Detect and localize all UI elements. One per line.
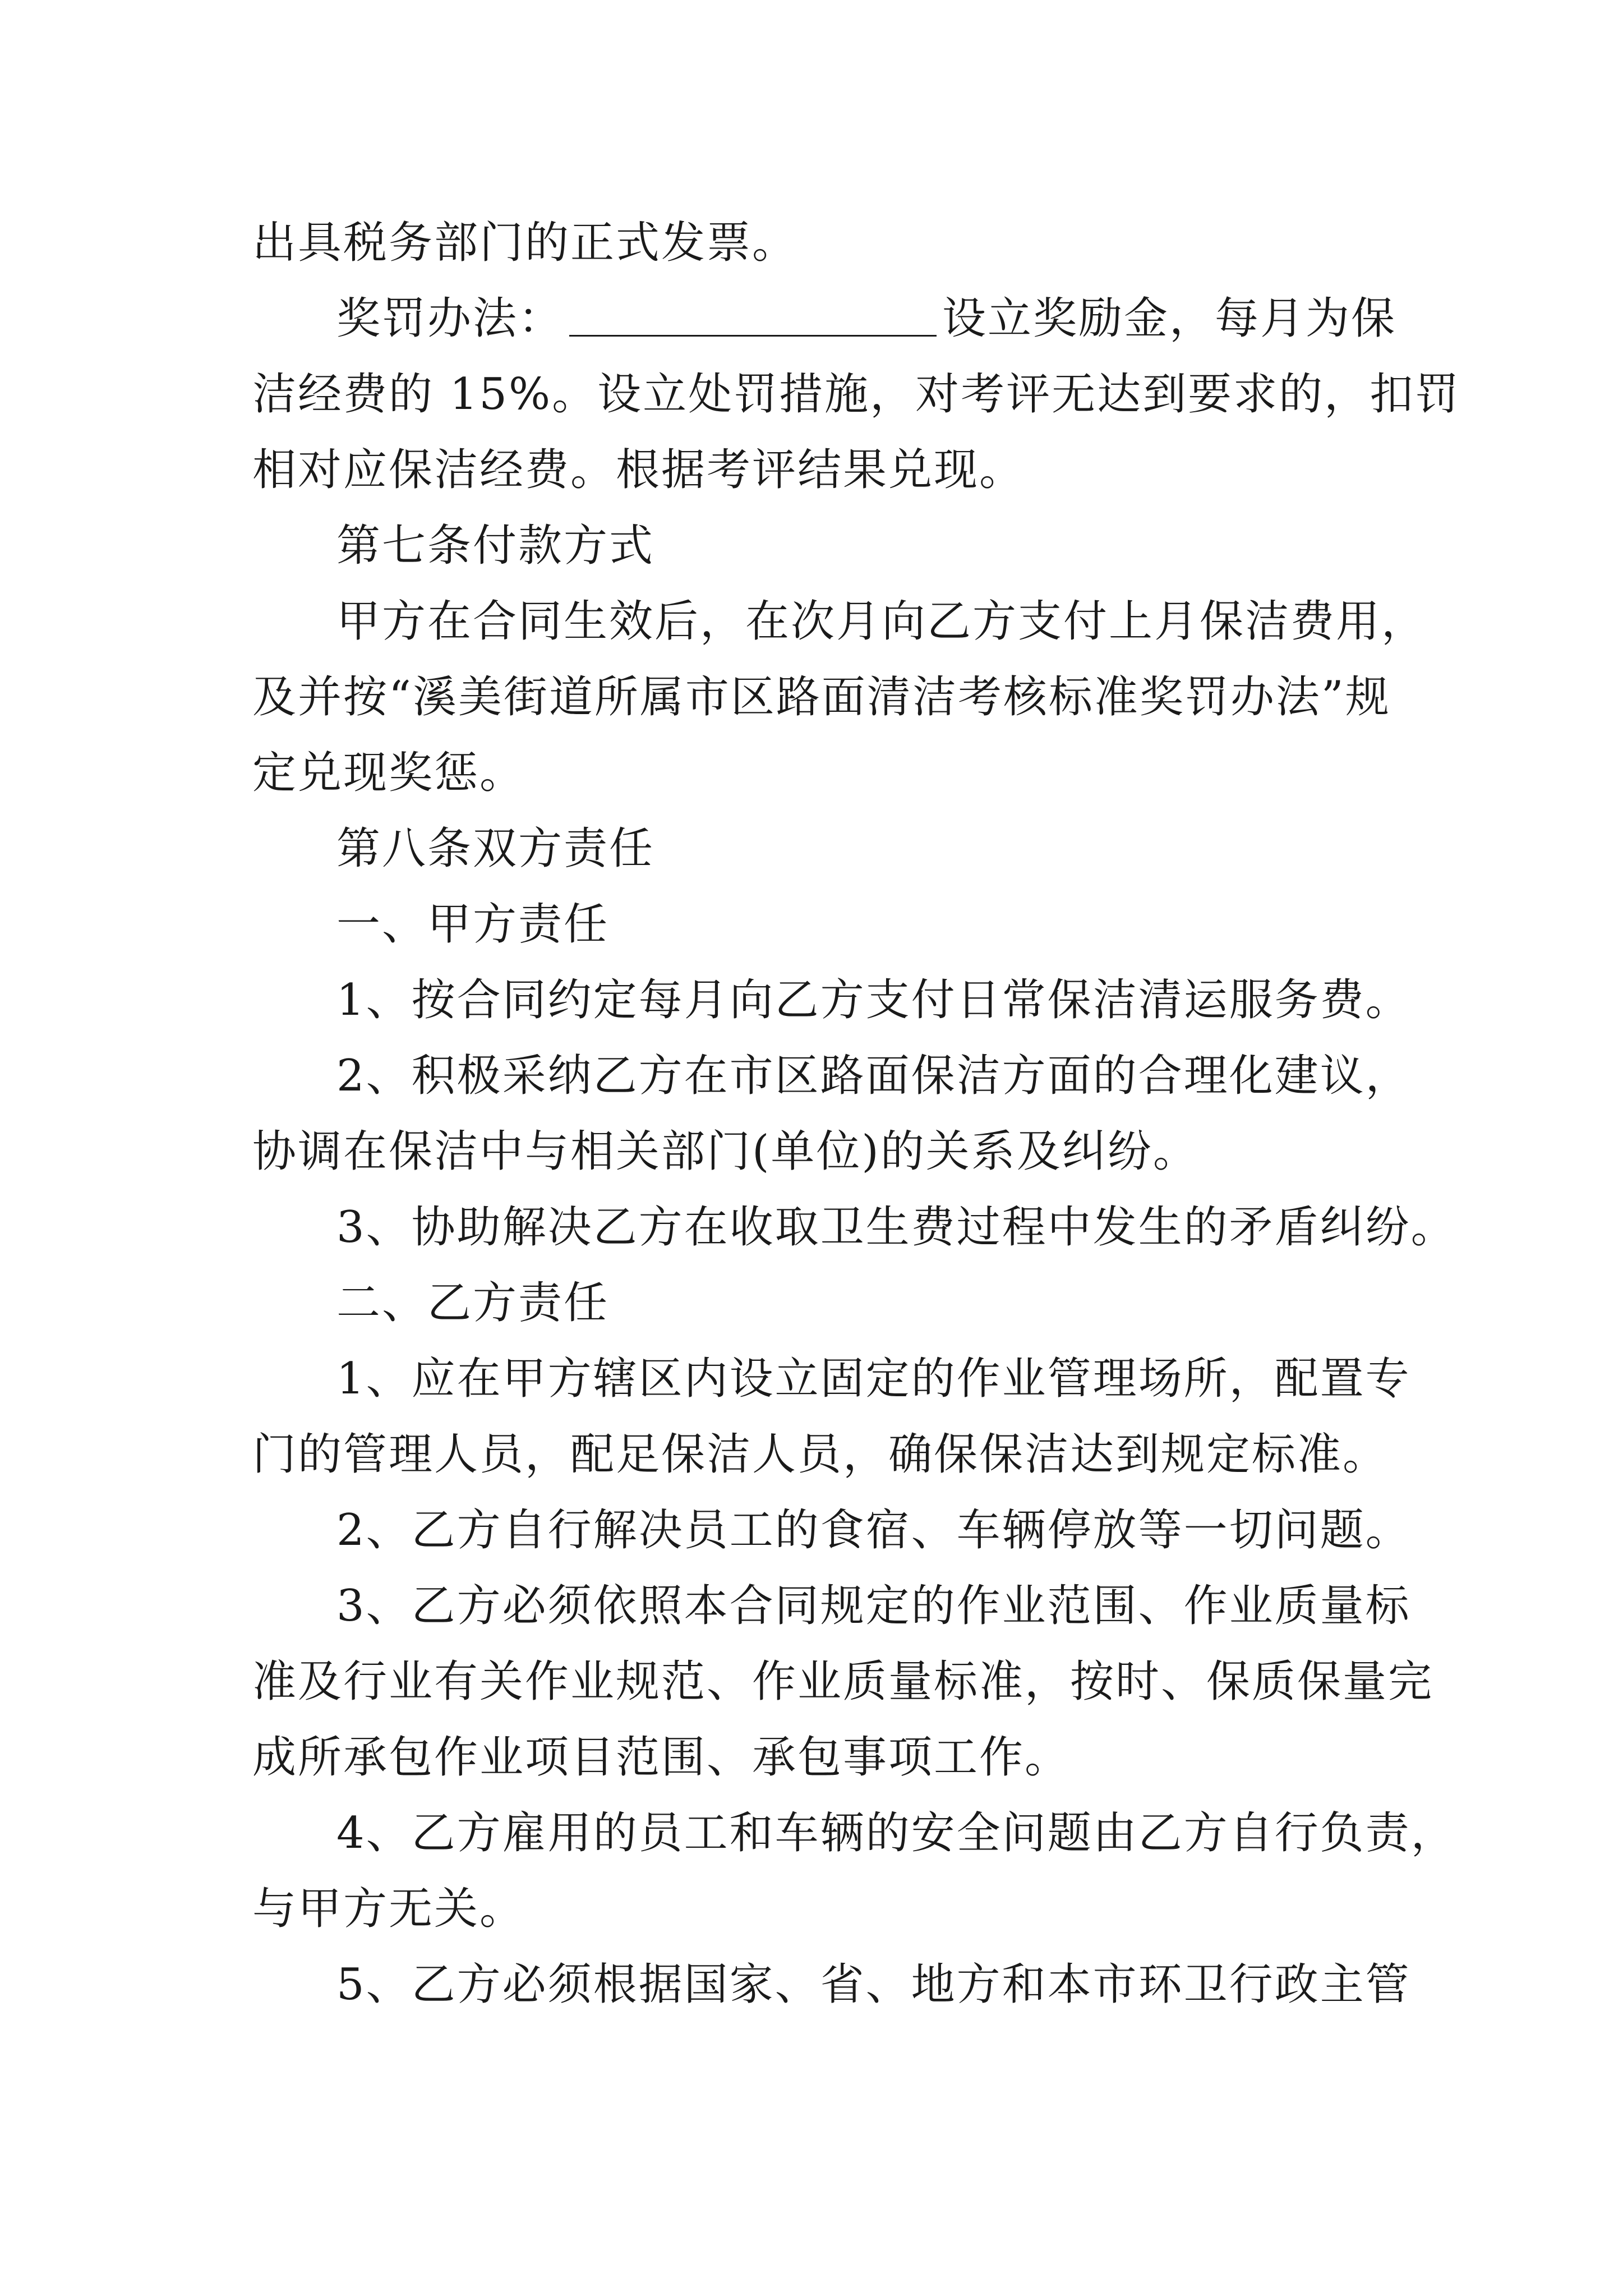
text-line: 出具税务部门的正式发票。 bbox=[252, 218, 798, 268]
text-line: 1、应在甲方辖区内设立固定的作业管理场所，配置专 bbox=[336, 1354, 1411, 1404]
text-line: 准及行业有关作业规范、作业质量标准，按时、保质保量完 bbox=[252, 1657, 1434, 1707]
reward-penalty-line: 奖罚办法： 设立奖励金，每月为保 bbox=[336, 293, 1397, 344]
text-line: 2、乙方自行解决员工的食宿、车辆停放等一切问题。 bbox=[336, 1505, 1411, 1556]
text-line: 与甲方无关。 bbox=[252, 1884, 525, 1934]
article-heading: 第八条双方责任 bbox=[336, 823, 655, 874]
text-line: 成所承包作业项目范围、承包事项工作。 bbox=[252, 1732, 1071, 1783]
text-line: 定兑现奖惩。 bbox=[252, 748, 525, 798]
text-line: 1、按合同约定每月向乙方支付日常保洁清运服务费。 bbox=[336, 975, 1411, 1025]
text-line: 5、乙方必须根据国家、省、地方和本市环卫行政主管 bbox=[336, 1959, 1411, 2010]
text-line: 门的管理人员，配足保洁人员，确保保洁达到规定标准。 bbox=[252, 1429, 1389, 1480]
text-line: 3、乙方必须依照本合同规定的作业范围、作业质量标 bbox=[336, 1581, 1411, 1631]
text-line: 4、乙方雇用的员工和车辆的安全问题由乙方自行负责， bbox=[336, 1808, 1456, 1858]
text-line: 洁经费的 15%。设立处罚措施，对考评无达到要求的，扣罚 bbox=[252, 369, 1461, 420]
fill-in-blank bbox=[569, 301, 937, 337]
text-line: 相对应保洁经费。根据考评结果兑现。 bbox=[252, 445, 1025, 495]
text-line: 甲方在合同生效后，在次月向乙方支付上月保洁费用， bbox=[336, 596, 1427, 647]
text-line: 协调在保洁中与相关部门(单位)的关系及纠纷。 bbox=[252, 1126, 1198, 1177]
section-heading: 二、乙方责任 bbox=[336, 1278, 610, 1328]
text-line: 2、积极采纳乙方在市区路面保洁方面的合理化建议， bbox=[336, 1051, 1411, 1101]
text-line: 3、协助解决乙方在收取卫生费过程中发生的矛盾纠纷。 bbox=[336, 1202, 1456, 1253]
section-heading: 一、甲方责任 bbox=[336, 899, 610, 950]
text-line: 及并按“溪美街道所属市区路面清洁考核标准奖罚办法”规 bbox=[252, 672, 1391, 723]
article-heading: 第七条付款方式 bbox=[336, 521, 655, 571]
